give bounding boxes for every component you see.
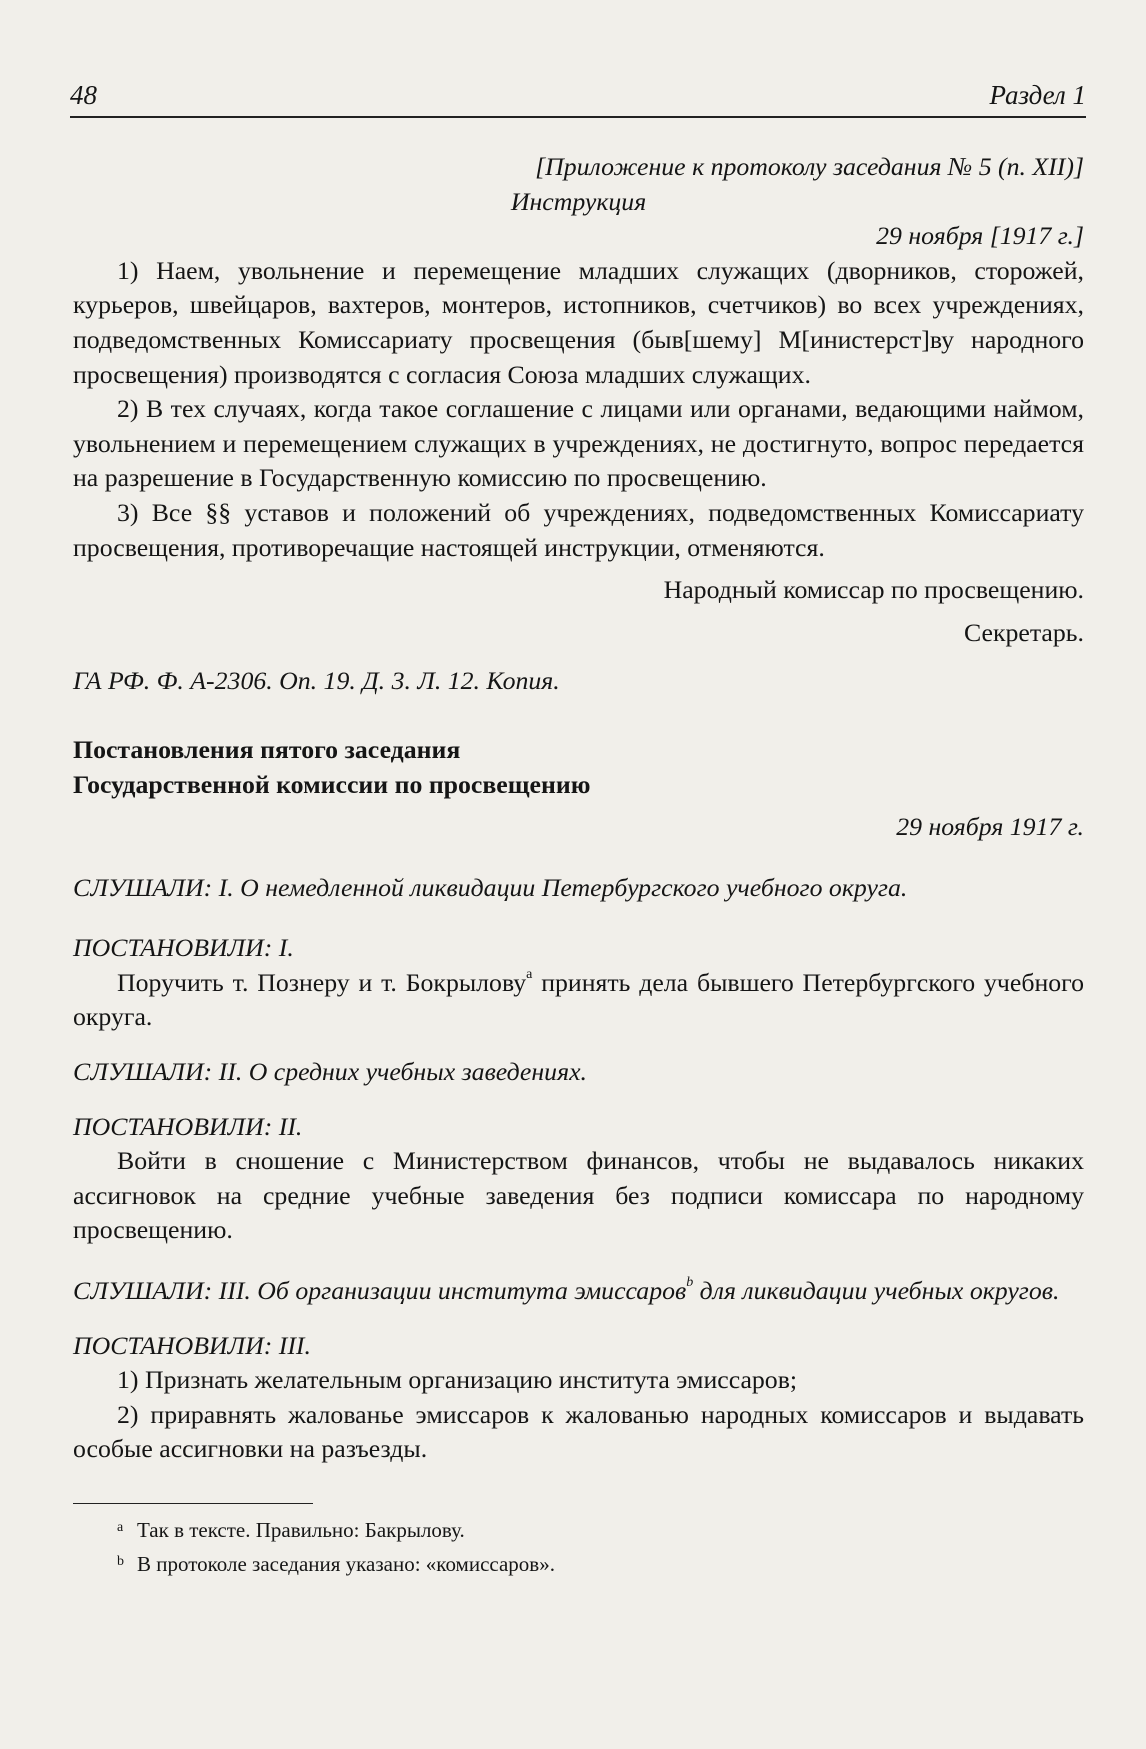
signature-secretary: Секретарь. bbox=[963, 617, 1084, 647]
resolved-text-1 bbox=[73, 966, 1084, 1035]
resolved-text-2: Войти в сношение с Министерством финансов, чтобы не выдавалось никаких ассигновок на средние учебные заведения без подписи комиссара по народному просвещению. bbox=[73, 1146, 1084, 1245]
footnote-b-text: В протоколе заседания указано: «комиссаров». bbox=[137, 1552, 555, 1576]
instruction-date: 29 ноября [1917 г.] bbox=[876, 221, 1084, 251]
archive-source: ГА РФ. Ф. А-2306. Оп. 19. Д. 3. Л. 12. Копия. bbox=[73, 666, 560, 696]
resolved-text-3-item-2: 2) приравнять жалованье эмиссаров к жалованью народных комиссаров и выдавать особые ассигновки на разъезды. bbox=[73, 1399, 1084, 1464]
resolved-label-3: ПОСТАНОВИЛИ: III. bbox=[73, 1330, 311, 1360]
page-content bbox=[73, 150, 1084, 1580]
resolved-text-3-item-1: 1) Признать желательным организацию института эмиссаров; bbox=[117, 1365, 798, 1395]
page-header bbox=[70, 68, 1086, 118]
decrees-title-line-2: Государственной комиссии по просвещению bbox=[73, 769, 591, 799]
signature-commissar: Народный комиссар по просвещению. bbox=[663, 575, 1084, 605]
resolved-label-1: ПОСТАНОВИЛИ: I. bbox=[73, 933, 294, 963]
instruction-title: Инструкция bbox=[510, 186, 647, 216]
heard-item-3-part-b: для ликвидации учебных округов. bbox=[693, 1276, 1060, 1306]
footnote-b-mark: b bbox=[117, 1554, 124, 1569]
footnote-ref-a[interactable]: a bbox=[526, 967, 533, 983]
footnote-a-mark: a bbox=[117, 1520, 124, 1535]
running-head-section: Раздел 1 bbox=[989, 80, 1086, 110]
appendix-note: [Приложение к протоколу заседания № 5 (п. XII)] bbox=[535, 152, 1084, 181]
heard-item-2: СЛУШАЛИ: II. О средних учебных заведениях. bbox=[73, 1057, 587, 1087]
heard-item-1: СЛУШАЛИ: I. О немедленной ликвидации Петербургского учебного округа. bbox=[73, 872, 908, 902]
footnote-divider bbox=[73, 1503, 313, 1504]
resolved-label-2: ПОСТАНОВИЛИ: II. bbox=[73, 1111, 303, 1141]
resolved-text-1-part-a: Поручить т. Познеру и т. Бокрылову bbox=[117, 967, 527, 997]
instruction-paragraph-3: 3) Все §§ уставов и положений об учреждениях, подведомственных Комиссариату просвещения, противоречащие настоящей инструкции, отменяются. bbox=[73, 497, 1084, 562]
decrees-title-line-1: Постановления пятого заседания bbox=[73, 734, 461, 764]
footnote-b bbox=[73, 1546, 1084, 1580]
footnote-ref-b[interactable]: b bbox=[686, 1275, 694, 1291]
page-number: 48 bbox=[70, 80, 97, 110]
heard-item-3-part-a: СЛУШАЛИ: III. Об организации института эмиссаров bbox=[73, 1276, 687, 1306]
decrees-date: 29 ноября 1917 г. bbox=[896, 812, 1084, 842]
footnote-a-text: Так в тексте. Правильно: Бакрылову. bbox=[137, 1518, 465, 1542]
heard-item-3 bbox=[73, 1274, 1084, 1309]
resolved-text-1-part-b: принять дела бывшего Петербургского учебного округа. bbox=[73, 967, 1084, 1032]
instruction-paragraph-1: 1) Наем, увольнение и перемещение младших служащих (дворников, сторожей, курьеров, швейцаров, вахтеров, монтеров, истопников, счетчиков) во всех учреждениях, подведомственных Комиссариату просвещения (быв[шему] М[инистерст]ву народного просвещения) производятся с согласия Союза младших служащих. bbox=[73, 255, 1084, 389]
footnote-a bbox=[73, 1512, 1084, 1546]
instruction-paragraph-2: 2) В тех случаях, когда такое соглашение с лицами или органами, ведающими наймом, увольнением и перемещением служащих в учреждениях, не достигнуто, вопрос передается на разрешение в Государственную комиссию по просвещению. bbox=[73, 394, 1084, 493]
